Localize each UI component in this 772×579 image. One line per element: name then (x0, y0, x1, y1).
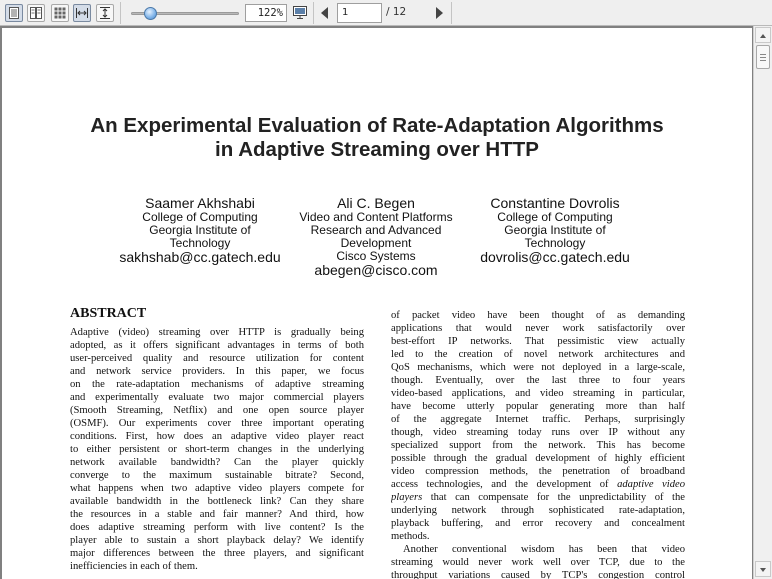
two-page-view-button[interactable] (27, 4, 45, 22)
text-line: what happens when two adaptive video players compete for (70, 483, 364, 494)
text-line: playback buffering, and error recovery and concealment (391, 518, 685, 529)
text-line: methods. (391, 531, 430, 542)
next-page-icon[interactable] (435, 7, 445, 19)
text-line: of the aggregate Internet traffic. Perhaps, surprisingly (391, 414, 685, 425)
author-affiliation: Georgia Institute of (149, 223, 251, 237)
text-line: video compression methods, the penetration of broadband (391, 466, 685, 477)
author-email: abegen@cisco.com (314, 262, 438, 278)
toolbar-separator (120, 2, 121, 24)
text-line: have become utterly popular generating more than half (391, 401, 685, 412)
text-line: underlying network through sophisticated rate-adaptation, (391, 505, 685, 516)
abstract-text (70, 326, 364, 573)
two-page-view-icon (30, 7, 42, 19)
scroll-down-icon (756, 563, 770, 577)
text-line: video-based applications, and video streaming in particular, (391, 388, 685, 399)
author-affiliation: Technology (169, 236, 231, 250)
text-line: Another conventional wisdom has been that video (403, 544, 685, 555)
author-affiliation: Cisco Systems (336, 249, 416, 263)
previous-page-icon[interactable] (320, 7, 330, 19)
text-line: to either persistent or short-term changes in the underlying (70, 444, 364, 455)
author-block (286, 196, 466, 278)
author-name: Saamer Akhshabi (145, 195, 255, 211)
toolbar-separator (313, 2, 314, 24)
text-line: and network service providers. In this paper, we focus (70, 366, 364, 377)
text-line: applications that would never work satisfactorily over (391, 323, 685, 334)
text-line: Adaptive (video) streaming over HTTP is gradually being (70, 327, 364, 338)
scroll-up-button[interactable] (755, 27, 771, 43)
author-affiliation: Research and Advanced (310, 223, 442, 237)
author-affiliation: Development (340, 236, 412, 250)
author-affiliation: College of Computing (142, 210, 258, 224)
fit-height-icon (99, 7, 111, 19)
author-name: Constantine Dovrolis (490, 195, 620, 211)
text-line: conditions. First, how does an adaptive video player react (70, 431, 364, 442)
text-fragment: that can compensate for the unpredictability of the (422, 492, 685, 503)
intro-text (391, 309, 685, 579)
text-line: led to the creation of novel network architectures and (391, 349, 685, 360)
text-line: player able to sustain a short playback delay? We identify (70, 535, 364, 546)
thumb-grip (760, 57, 766, 58)
document-viewer (0, 26, 772, 579)
author-email: dovrolis@cc.gatech.edu (480, 249, 630, 265)
author-affiliation: Georgia Institute of (504, 223, 606, 237)
page-total: / 12 (386, 6, 407, 18)
scrollbar-thumb[interactable] (756, 45, 770, 69)
text-line: and experimentally evaluate two major commercial players (70, 392, 364, 403)
text-line: user-perceived quality and resource utilization for content (70, 353, 364, 364)
text-line: inefficiencies in each of them. (70, 561, 198, 572)
text-line: of packet video have been thought of as demanding (391, 310, 685, 321)
toolbar-separator (451, 2, 452, 24)
text-line: (Smooth Streaming, Netflix) and one open source player (70, 405, 364, 416)
text-line: possible through the gradual development of highly efficient (391, 453, 685, 464)
fit-height-button[interactable] (96, 4, 114, 22)
presentation-icon (293, 6, 307, 19)
page-number-field[interactable]: 1 (337, 3, 382, 23)
thumb-grip (760, 54, 766, 55)
italic-phrase: players (391, 492, 423, 503)
author-affiliation: College of Computing (497, 210, 613, 224)
author-block (110, 196, 290, 265)
scroll-down-button[interactable] (755, 561, 771, 577)
grid-view-button[interactable] (51, 4, 69, 22)
abstract-heading: ABSTRACT (70, 306, 147, 321)
author-affiliation: Video and Content Platforms (299, 210, 453, 224)
zoom-slider-knob[interactable] (144, 7, 157, 20)
single-page-view-button[interactable] (5, 4, 23, 22)
author-email: sakhshab@cc.gatech.edu (119, 249, 281, 265)
text-line: available bandwidth in the bottleneck link? Can they share (70, 496, 364, 507)
italic-phrase: adaptive video (617, 479, 685, 490)
toolbar (0, 0, 772, 26)
grid-view-icon (54, 7, 66, 19)
text-line: on the rate-adaptation mechanisms of adaptive streaming (70, 379, 364, 390)
text-line: the resources in a stable and fair manner? And third, how (70, 509, 364, 520)
text-line: specialized support from the network. This has become (391, 440, 685, 451)
thumb-grip (760, 60, 766, 61)
text-line: does adaptive streaming perform with live content? Is the (70, 522, 364, 533)
text-line: streaming would never work well over TCP, due to the (391, 557, 685, 568)
scroll-up-icon (756, 29, 770, 43)
paper-title-line-2: in Adaptive Streaming over HTTP (215, 138, 539, 161)
text-line: QoS mechanisms, which were not deployed in a large-scale, (391, 362, 685, 373)
zoom-level-field[interactable]: 122% (245, 4, 287, 22)
text-line (391, 491, 685, 504)
single-page-view-icon (8, 7, 20, 19)
text-line: access technologies, and the development of adaptive video (391, 479, 685, 490)
text-line: best-effort IP networks. That pessimistic view actually (391, 336, 685, 347)
text-line: major differences between the three players, and significant (70, 548, 364, 559)
author-block (465, 196, 645, 265)
author-affiliation: Technology (524, 236, 586, 250)
text-line: though, video streaming today runs over IP without any (391, 427, 685, 438)
text-line: (OSMF). Our experiments cover three important operating (70, 418, 364, 429)
text-line: converge to the maximum sustainable bitrate? Second, (70, 470, 364, 481)
presentation-button[interactable] (291, 4, 309, 22)
author-name: Ali C. Begen (337, 195, 415, 211)
text-line: throughput variations caused by TCP's congestion control (391, 570, 685, 579)
text-line: though. Eventually, over the last three to four years (391, 375, 685, 386)
fit-width-button[interactable] (73, 4, 91, 22)
text-line: network available bandwidth? Can the player quickly (70, 457, 364, 468)
vertical-scrollbar[interactable] (753, 26, 772, 579)
text-line: adopted, as it offers significant advantages in terms of both (70, 340, 364, 351)
fit-width-icon (76, 7, 88, 19)
document-page (2, 28, 752, 579)
paper-title-line-1: An Experimental Evaluation of Rate-Adaptation Algorithms (90, 114, 664, 137)
